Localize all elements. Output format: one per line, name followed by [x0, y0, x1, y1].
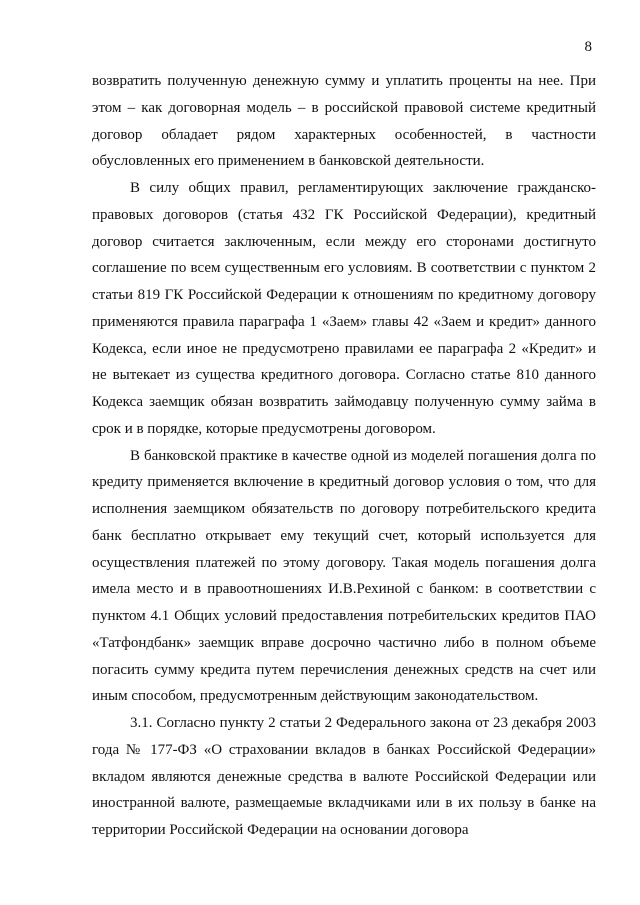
paragraph-1: возвратить полученную денежную сумму и уплатить проценты на нее. При этом – как договорная модель – в российской правовой системе кредитный договор обладает рядом характерных особенностей, в частности обусловленных его применением в банковской деятельности.: [92, 73, 596, 170]
paragraph-3: В банковской практике в качестве одной из моделей погашения долга по кредиту применяется включение в кредитный договор условия о том, что для исполнения заемщиком обязательств по договору потребительского кредита банк бесплатно открывает ему текущий счет, который используется для осуществления платежей по этому договору. Такая модель погашения долга имела место и в правоотношениях И.В.Рехиной с банком: в соответствии с пунктом 4.1 Общих условий предоставления потребительских кредитов ПАО «Татфондбанк» заемщик вправе досрочно частично либо в полном объеме погасить сумму кредита путем перечисления денежных средств на счет или иным способом, предусмотренным действующим законодательством.: [92, 447, 596, 705]
document-body: [92, 68, 596, 844]
paragraph-2: В силу общих правил, регламентирующих заключение гражданско-правовых договоров (статья 432 ГК Российской Федерации), кредитный договор считается заключенным, если между его сторонами достигнуто соглашение по всем существенным его условиям. В соответствии с пунктом 2 статьи 819 ГК Российской Федерации к отношениям по кредитному договору применяются правила параграфа 1 «Заем» главы 42 «Заем и кредит» данного Кодекса, если иное не предусмотрено правилами ее параграфа 2 «Кредит» и не вытекает из существа кредитного договора. Согласно статье 810 данного Кодекса заемщик обязан возвратить займодавцу полученную сумму займа в срок и в порядке, которые предусмотрены договором.: [92, 180, 596, 437]
paragraph-4: 3.1. Согласно пункту 2 статьи 2 Федерального закона от 23 декабря 2003 года № 177-ФЗ «О страховании вкладов в банках Российской Федерации» вкладом являются денежные средства в валюте Российской Федерации или иностранной валюте, размещаемые вкладчиками или в их пользу в банке на территории Российской Федерации на основании договора: [92, 715, 596, 838]
page-number: 8: [584, 39, 592, 55]
